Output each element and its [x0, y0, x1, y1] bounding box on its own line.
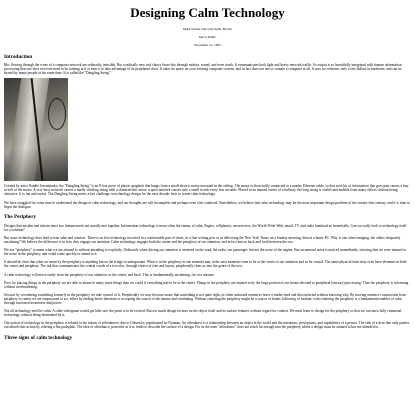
paragraph-periphery-9: Our notion of technology in the periphery is related to the notion of affordances, due to Gibson by popularized by Norman. An affordance is a relationship between an object in the world and the intentions, perceptions, and capabilities of a person. The side of a door that only pushes out affords this action by offering a flat pushplate. The idea of affordance, powerful as it is, tends to describe the surface of a design. For us the term "affordance" does not reach far enough into the periphery where a design must be attuned to but not attended to. — [4, 321, 410, 330]
paragraph-intro-2: Created by artist Natalie Jeremijenko, the "Dangling String" is an 8 foot piece of plastic spaghetti that hangs from a small electric motor mounted in the ceiling. The motor is electrically connected to a nearby Ethernet cable, so that each bit of information that goes past causes a tiny twitch of the motor. A very busy network causes a madly whirling string with a characteristic noise; a quiet network causes only a small twitch every few seconds. Placed in an unused corner of a hallway, the long string is visible and audible from many offices without being obtrusive. It is fun and useful. The Dangling String meets a key challenge in technology design for the next decade: how to create calm technology. — [4, 184, 409, 197]
string-loop-shape — [48, 98, 66, 130]
section-heading-introduction: Introduction — [4, 54, 33, 60]
paper-authors: Mark Weiser and John Seely Brown — [183, 27, 232, 31]
section-heading-three-signs: Three signs of calm technology — [4, 335, 73, 342]
paragraph-periphery-6: First, by placing things in the periphery we are able to attune to many more things than we could if everything had to be at the center. Things in the periphery are attuned to by the large portion of our brains devoted to peripheral (sensory) processing. Thus the periphery is informing without overburdening. — [4, 280, 409, 289]
photo-shadow — [4, 148, 68, 181]
paragraph-periphery-2: But some technology does lead to true calm and comfort. There is no less technology involved in a comfortable pair of shoes, in a fine writing pen, or in delivering the New York Times on a Sunday morning, than in a home PC. Why is one often enraging, the others frequently encalming? We believe the difference is in how they engage our attention. Calm technology engages both the center and the periphery of our attention, and in fact moves back and forth between the two. — [4, 235, 401, 245]
dangling-string-photo — [4, 78, 68, 181]
paragraph-intro-1: Bits flowing through the wires of a computer network are ordinarily invisible. But a radically new tool shows those bits through motion, sound, and even touch. It communicates both light and heavy network traffic. Its output is so beautifully integrated with human information processing that one does not even need to be looking at it or near it to take advantage of its peripheral clues. It takes no space on your existing computer screens, and in fact does not use or contain a computer at all. It uses no software, only a few dollars in hardware, and can be shared by many people at the same time. It is called the "Dangling String". — [4, 63, 402, 76]
paper-title: Designing Calm Technology — [130, 5, 285, 20]
paragraph-periphery-1: Designs that encalm and inform meet two human needs not usually met together. Information technology is more often the enemy of calm. Pagers, cellphones, newservices, the World-Wide-Web, email, TV, and radio bombard us frenetically. Can we really look to technology itself for a solution? — [4, 223, 407, 232]
paragraph-intro-3: We have struggled for some time to understand the design of calm technology, and our thoughts are still incomplete and perhaps even a bit confused. Nonetheless, we believe that calm technology may be the most important design problem of the twenty-first century, and it is time to begin the dialogue. — [4, 200, 410, 209]
paper-affiliation: Xerox PARC — [198, 35, 217, 39]
paragraph-periphery-3: We use "periphery" to name what we are attuned to without attending to explicitly. Ordinarily when driving our attention is centered on the road, the radio, our passenger, but not the noise of the engine. But an unusual noise is noticed immediately, showing that we were attuned to the noise in the periphery, and could come quickly to attend to it. — [4, 248, 407, 257]
paragraph-periphery-8: Not all technology need be calm. A calm videogame would get little use; the point is to be excited. But too much design focuses on the object itself and its surface features without regard for context. We must learn to design for the periphery so that we can most fully command technology without being dominated by it. — [4, 309, 402, 318]
paper-date: December 21, 1995 — [194, 43, 221, 47]
section-heading-periphery: The Periphery — [4, 213, 37, 220]
paragraph-periphery-7: Second, by recentering something formerly in the periphery we take control of it. Peripherally we may become aware that something is not quite right, as when awkward sentences leave a reader tired and discomforted without knowing why. By moving sentence construction from periphery to center we are empowered to act, either by finding better literature or accepting the source of the unease and continuing. Without centering the periphery might be a source of frantic following of fashion; with centering the periphery is a fundamental enabler of calm through increased awareness and power. — [4, 292, 407, 305]
paragraph-periphery-4: It should be clear that what we mean by the periphery is anything but on the fringe or unimportant. What is in the periphery at one moment may in the next moment come to be at the center of our attention and so be crucial. The same physical form may even have elements in both the center and periphery. The ink that communicates the central words of a text also, through choice of font and layout, peripherally clues us into the genre of the text. — [4, 260, 407, 269]
paragraph-periphery-5: A calm technology will move easily from the periphery of our attention, to the center, and back. This is fundamentally encalming, for two reasons. — [4, 272, 215, 277]
paper-page — [4, 4, 411, 341]
